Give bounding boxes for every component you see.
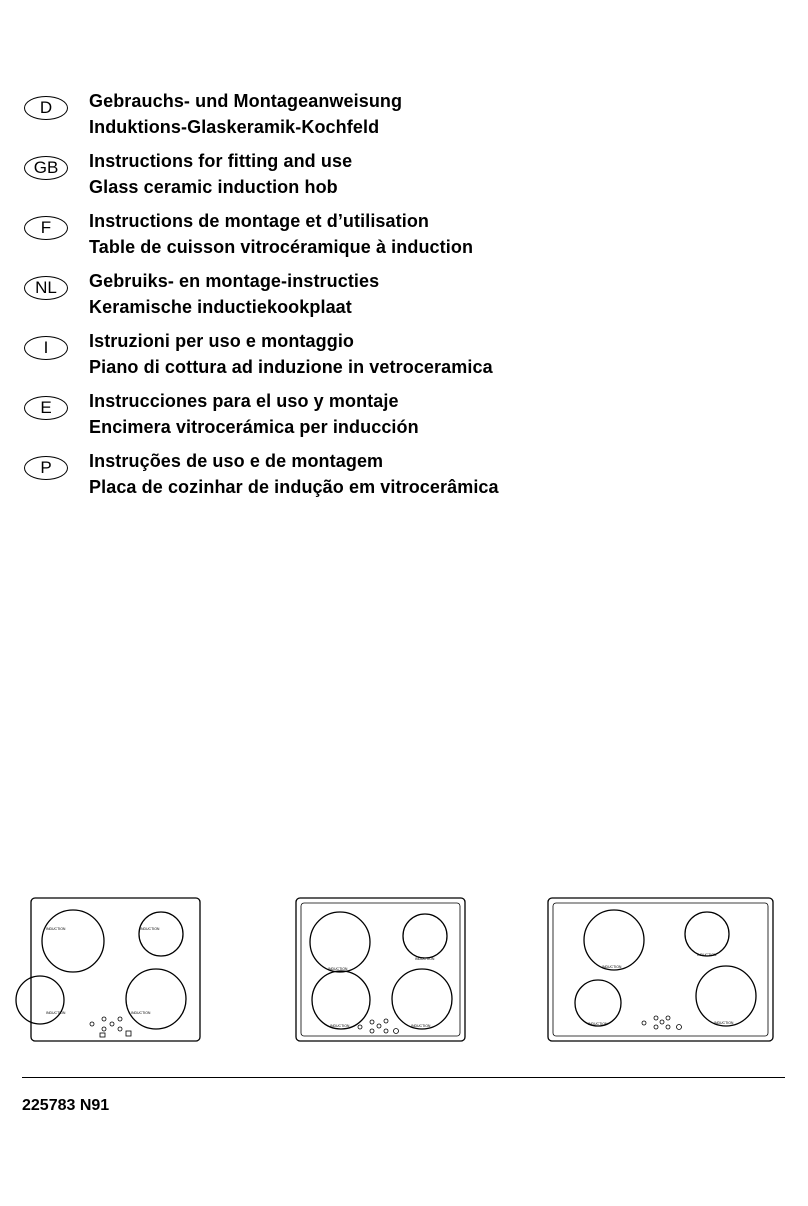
hob-3-control-panel — [642, 1016, 682, 1030]
hob-1-zone-2 — [139, 912, 183, 956]
hob-2-control-panel — [358, 1019, 399, 1034]
subtitle-line-f: Table de cuisson vitrocéramique à induction — [89, 237, 474, 257]
hob-1-zone-4-label: INDUCTION — [131, 1011, 151, 1015]
hob-3-frame — [553, 903, 768, 1036]
hob-2-frame — [301, 903, 460, 1036]
language-badge-i: I — [24, 336, 68, 360]
language-badge-e: E — [24, 396, 68, 420]
hob-illustration-1 — [16, 898, 200, 1041]
hob-3-zone-1 — [584, 910, 644, 970]
language-section-gb — [24, 151, 724, 203]
language-badge-gb: GB — [24, 156, 68, 180]
hob-3-zone-4-label: INDUCTION — [714, 1021, 734, 1025]
subtitle-line-gb: Glass ceramic induction hob — [89, 177, 338, 197]
language-section-d — [24, 91, 724, 143]
hob-2-zone-2 — [403, 914, 447, 958]
title-line-f: Instructions de montage et d’utilisation — [89, 211, 430, 231]
title-line-p: Instruções de uso e de montagem — [89, 451, 384, 471]
subtitle-line-e: Encimera vitrocerámica per inducción — [89, 417, 419, 437]
hob-1-zone-3 — [16, 976, 64, 1024]
subtitle-line-nl: Keramische inductiekookplaat — [89, 297, 352, 317]
hob-illustrations — [0, 890, 808, 1050]
hob-2-zone-1 — [310, 912, 370, 972]
title-line-i: Istruzioni per uso e montaggio — [89, 331, 355, 351]
language-badge-nl: NL — [24, 276, 68, 300]
hob-illustration-3 — [548, 898, 773, 1041]
title-line-gb: Instructions for fitting and use — [89, 151, 353, 171]
hob-3-zone-3 — [575, 980, 621, 1026]
hob-1-zone-2-label: INDUCTION — [140, 927, 160, 931]
hob-1-zone-1-label: INDUCTION — [46, 927, 66, 931]
language-badge-p: P — [24, 456, 68, 480]
hob-1-zone-1 — [42, 910, 104, 972]
language-section-i — [24, 331, 724, 383]
hob-2-zone-3 — [312, 971, 370, 1029]
hob-1-outline — [31, 898, 200, 1041]
hob-2-zone-1-label: INDUCTION — [328, 967, 348, 971]
language-section-p — [24, 451, 724, 503]
induction-labels — [46, 927, 734, 1028]
hob-2-zone-4 — [392, 969, 452, 1029]
hob-2-zone-2-label: INDUCTION — [415, 957, 435, 961]
footer-divider — [22, 1077, 785, 1078]
language-section-e — [24, 391, 724, 443]
hob-1-zone-4 — [126, 969, 186, 1029]
language-section-f — [24, 211, 724, 263]
hob-3-zone-4 — [696, 966, 756, 1026]
hob-2-zone-3-label: INDUCTION — [330, 1024, 350, 1028]
language-section-nl — [24, 271, 724, 323]
hob-3-zone-1-label: INDUCTION — [602, 965, 622, 969]
hob-2-zone-4-label: INDUCTION — [411, 1024, 431, 1028]
subtitle-line-p: Placa de cozinhar de indução em vitrocerâmica — [89, 477, 499, 497]
language-badge-d: D — [24, 96, 68, 120]
document-code: 225783 N91 — [22, 1097, 110, 1114]
hob-1-control-panel — [90, 1017, 131, 1037]
title-line-nl: Gebruiks- en montage-instructies — [89, 271, 380, 291]
hob-1-zone-3-label: INDUCTION — [46, 1011, 66, 1015]
title-line-d: Gebrauchs- und Montageanweisung — [89, 91, 403, 111]
hob-3-zone-2-label: INDUCTION — [697, 953, 717, 957]
hob-3-zone-2 — [685, 912, 729, 956]
title-line-e: Instrucciones para el uso y montaje — [89, 391, 399, 411]
subtitle-line-d: Induktions-Glaskeramik-Kochfeld — [89, 117, 380, 137]
subtitle-line-i: Piano di cottura ad induzione in vetroceramica — [89, 357, 493, 377]
language-badge-f: F — [24, 216, 68, 240]
hob-3-zone-3-label: INDUCTION — [588, 1022, 608, 1026]
hob-illustration-2 — [296, 898, 465, 1041]
